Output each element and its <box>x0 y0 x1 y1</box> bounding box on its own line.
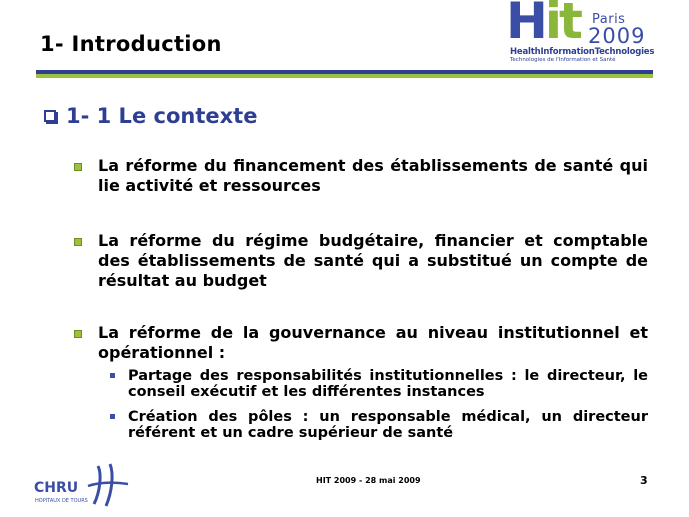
hit-logo-year: 2009 <box>588 24 646 48</box>
bullet-item: La réforme de la gouvernance au niveau institutionnel et opérationnel : <box>98 323 648 362</box>
hit-logo-it: it <box>544 0 580 50</box>
chru-logo-name: CHRU <box>34 480 79 496</box>
footer-event: HIT 2009 - 28 mai 2009 <box>316 476 421 485</box>
hit-logo-mark <box>506 0 580 50</box>
title-rule-green <box>36 74 653 78</box>
hit-logo-city: Paris <box>592 12 626 27</box>
hit-logo-h: H <box>506 0 545 50</box>
hit-logo <box>506 2 656 66</box>
hit-logo-tagline: HealthInformationTechnologies <box>510 47 655 57</box>
section-heading <box>44 104 257 128</box>
chru-logo <box>34 462 134 508</box>
slide-title: 1- Introduction <box>40 32 222 56</box>
sub-bullet-item: Partage des responsabilités institutionnelles : le directeur, le conseil exécutif et les différentes instances <box>128 368 648 400</box>
bullet-item: La réforme du régime budgétaire, financier et comptable des établissements de santé qui a substitué un compte de résultat au budget <box>98 231 648 290</box>
checkbox-bullet-icon <box>44 110 56 122</box>
page-number: 3 <box>640 474 648 487</box>
bullet-item: La réforme du financement des établissements de santé qui lie activité et ressources <box>98 156 648 195</box>
chru-logo-subtitle: HOPITAUX DE TOURS <box>35 498 88 504</box>
hit-logo-subtagline: Technologies de l'Information et Santé <box>510 57 616 63</box>
chru-mark-icon <box>84 462 132 508</box>
sub-bullet-item: Création des pôles : un responsable médical, un directeur référent et un cadre supérieur de santé <box>128 409 648 441</box>
section-heading-text: 1- 1 Le contexte <box>66 104 258 128</box>
